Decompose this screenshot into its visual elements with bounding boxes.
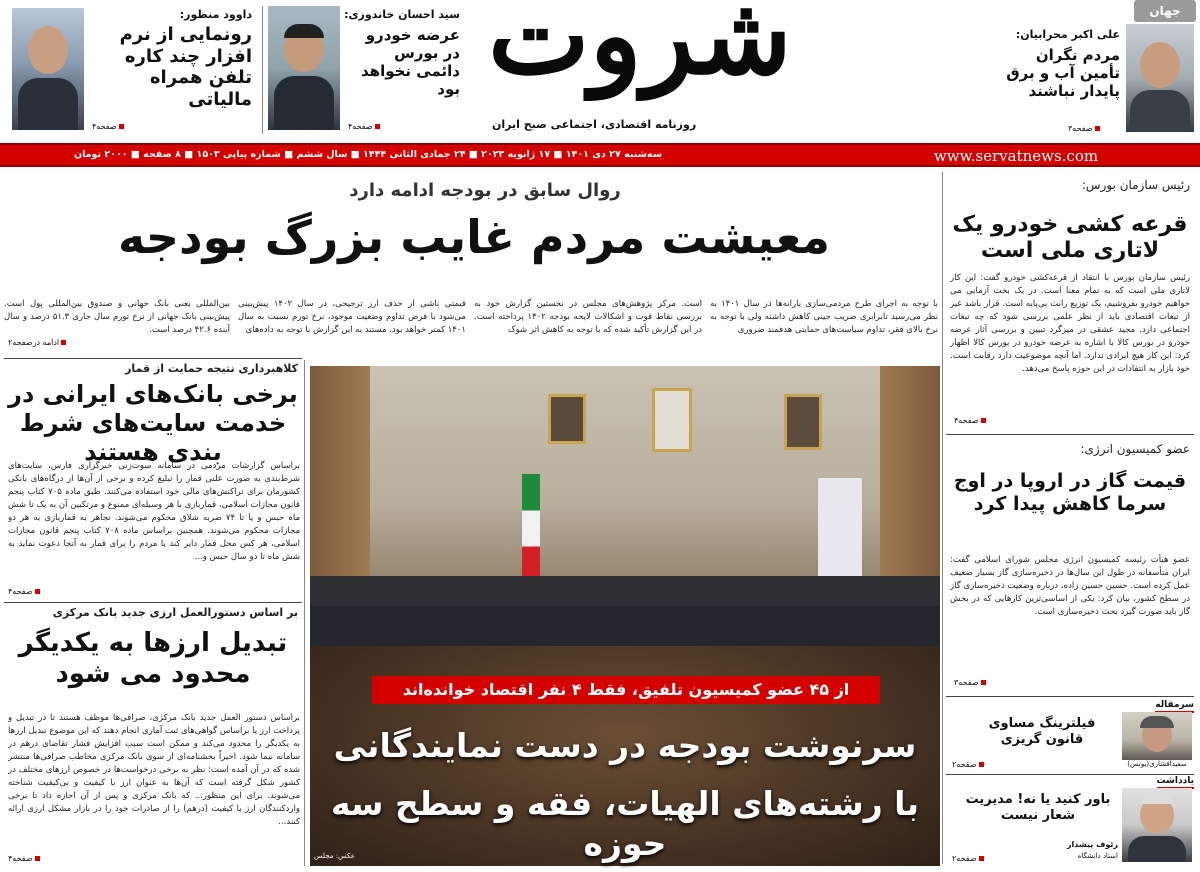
manzour-photo (12, 8, 84, 130)
top-right-page-ref[interactable]: صفحه۳ (1068, 124, 1100, 133)
top-divider-1 (262, 6, 263, 134)
note-author: رئوف پیشدار (1066, 840, 1118, 849)
right1-kicker: رئیس سازمان بورس: (1081, 178, 1190, 192)
right-story-1[interactable] (946, 176, 1194, 430)
dateline-text: سه‌شنبه ۲۷ دی ۱۴۰۱ ■ ۱۷ ژانویه ۲۰۲۳ ■ ۲۴ جمادی الثانی ۱۴۴۴ ■ سال ششم ■ شماره پیاپی ۱۵۰۳ ■ ۸ صفحه ■ ۲۰۰۰ تومان (74, 149, 663, 160)
main-col-4: بین‌المللی یعنی بانک جهانی و صندوق بین‌المللی پول است. پیش‌بینی بانک جهانی از نرخ تورم سال جاری ۵۱.۳ درصد و سال آینده ۴۲.۶ درصد است. (4, 299, 230, 335)
right1-body: رئیس سازمان بورس با انتقاد از قرعه‌کشی خودرو گفت: این کار لاتاری ملی است که به تمام معنا است. در یک بخت آزمایی می خواهیم خودرو بفروشیم، یک توزیع رانت بی‌پایه است. قرار باشد غیر از تبعات اقتصادی باید از نظر علمی بررسی شود که چه تبعات اجتماعی دارد. مجید عشقی در میزگرد تبیین و بررسی آثار عرضه خودرو در بورس کالا با اشاره به عرضه خودرو در بورس کالا اظهار کرد: این کار هیچ ایرادی ندارد. اما آنچه موضوعیت دارد رقابت است. خود بازار به انتقادات در این حوزه پاسخ می‌دهد. (950, 273, 1190, 374)
left1-headline[interactable]: برخی بانک‌های ایرانی در خدمت سایت‌های شرط بندی هستند (8, 380, 298, 466)
left1-page-ref[interactable]: صفحه۴ (8, 587, 40, 596)
top-left-page-ref[interactable]: صفحه۴ (92, 122, 124, 131)
masthead (470, 0, 940, 140)
mehrabian-photo (1126, 24, 1194, 132)
editorial-headline[interactable]: فیلترینگ مساوی قانون گریزی (988, 716, 1096, 747)
left2-body: براساس دستور العمل جدید بانک مرکزی، صرافی‌ها موظف هستند تا در تبدیل و پرداخت ارز یا براساس گواهی‌های ثبت آماری انجام دهند که این موضوع تبدیل ارزها به یکدیگر را محدود می‌کند و ممکن است سبب افزایش فشار تقاضای درهم در سامانه نیما شود. اخیراً بخشنامه‌ای از سوی بانک مرکزی مخاطب صرافی‌ها منتشر شده که در آن آمده است: نظر به برخی درخواست‌ها در خصوص ارزهای مختلف در کشور شکل گرفته است که آن‌ها به عنوان ارز با کیفیت و بی‌کیفیت شناخته می‌شوند. برای این منظور... که بانک مرکزی و پس از آن اجازه داد تا برخی واردکنندگان ارز با کیفیت (درهم) را از صادرات خود را در بازار مشکل ارزی ارائه کنند... (8, 713, 300, 827)
photo-overlay-line-2[interactable]: با رشته‌های الهیات، فقه و سطح سه حوزه (331, 784, 919, 863)
left-column-divider (304, 360, 305, 866)
masthead-logo: شروت (488, 0, 792, 99)
photo-overlay-line-1[interactable]: سرنوشت بودجه در دست نمایندگانی (333, 726, 917, 765)
right2-headline[interactable]: قیمت گاز در اروپا در اوج سرما کاهش پیدا کرد (953, 470, 1187, 515)
photo-red-banner-text: از ۴۵ عضو کمیسیون تلفیق، فقط ۴ نفر اقتصاد خوانده‌اند (402, 680, 850, 699)
editorial-label: سرمقاله (1155, 700, 1194, 713)
right-sep-2 (946, 696, 1194, 697)
top-mid-headline[interactable]: عرضه خودرو در بورس دائمی نخواهد بود (361, 26, 460, 98)
editorial-author: سعیدافشاری(یونس) (1122, 760, 1192, 768)
left2-kicker: بر اساس دستورالعمل ارزی جدید بانک مرکزی (52, 606, 298, 619)
right-story-2[interactable] (946, 440, 1194, 696)
note-story[interactable] (946, 776, 1194, 868)
top-mid-page-ref[interactable]: صفحه۴ (348, 122, 380, 131)
editorial-page-ref[interactable]: صفحه۲ (952, 760, 984, 769)
badge-jahan-text: جهان (1149, 4, 1181, 18)
left1-body: براساس گزارشات مردمی در سامانه سوت‌زنی خبرگزاری فارس، سایت‌های شرط‌بندی به صورت علنی قمار را تبلیغ کرده و برخی از آن‌ها از درگاه‌های بانکی کشورمان برای تراکنش‌های مالی خود استفاده می‌کنند. طبق ماده ۷۰۵ کتاب پنجم قانون مجازات اسلامی، قماربازی با هر وسیله‌ای ممنوع و مرتکبین آن به یک تا شش ماه حبس و یا تا ۷۴ ضربه شلاق محکوم می‌شوند. تجاهر به قماربازی به هر دو مجازات محکوم می‌شوند. همچنین براساس ماده ۷۰۸ کتاب پنجم قانون مجازات اسلامی، هر کس محل قمار دایر کند یا مردم را برای قمار به آنجا دعوت نماید به شش ماه تا دو سال حبس و... (8, 461, 300, 562)
left-story-2[interactable] (4, 606, 302, 868)
photo-credit: عکس: مجلس (314, 852, 356, 860)
right-column-divider (942, 172, 943, 864)
top-left-author: داوود منظور: (179, 8, 252, 21)
right1-page-ref[interactable]: صفحه۴ (954, 416, 986, 425)
top-left-story[interactable] (8, 6, 258, 134)
top-right-headline[interactable]: مردم نگران تأمین آب و برق پایدار نباشند (1006, 46, 1120, 100)
note-page-ref[interactable]: صفحه۲ (952, 854, 984, 863)
pishdar-photo (1122, 788, 1192, 862)
masthead-tagline: روزنامه اقتصادی، اجتماعی صبح ایران (492, 118, 697, 131)
right-sep-1 (946, 434, 1194, 435)
top-mid-story[interactable] (266, 6, 464, 134)
right-sep-3 (946, 774, 1194, 775)
main-kicker: روال سابق در بودجه ادامه دارد (349, 180, 621, 201)
badge-jahan (1134, 0, 1196, 22)
right1-headline[interactable]: قرعه کشی خودرو یک لاتاری ملی است (952, 212, 1188, 264)
note-author-title: استاد دانشگاه (1077, 852, 1118, 860)
photo-red-banner (372, 676, 880, 704)
left-story-1[interactable] (4, 362, 302, 600)
main-page-ref[interactable]: ادامه درصفحه۲ (8, 338, 66, 347)
note-label: یادداشت (1157, 776, 1194, 789)
left2-headline[interactable]: تبدیل ارزها به یکدیگر محدود می شود (18, 628, 288, 690)
date-strip (0, 143, 1200, 167)
main-headline[interactable]: معیشت مردم غایب بزرگ بودجه (117, 210, 831, 264)
note-headline[interactable]: باور کنید یا نه! مدیریت شعار نیست (965, 792, 1111, 823)
right2-kicker: عضو کمیسیون انرژی: (1080, 442, 1190, 456)
main-col-1: با توجه به اجرای طرح مردمی‌سازی یارانه‌ها در سال ۱۴۰۱ به نظر می‌رسید تابرابری ضریب جینی کاهش داشته ولی با توجه به نرخ بالای فقر، تداوم سیاست‌های حمایتی هدفمند ضروری (710, 299, 938, 335)
khandouzi-photo (268, 6, 340, 130)
editorial-story[interactable] (946, 698, 1194, 774)
top-right-story[interactable] (940, 0, 1196, 138)
top-left-headline[interactable]: رونمایی از نرم افزار چند کاره تلفن همراه مالیاتی (119, 24, 252, 110)
right2-page-ref[interactable]: صفحه۳ (954, 678, 986, 687)
left1-kicker: کلاهبرداری نتیجه حمایت از قمار (125, 362, 298, 375)
left-sep-top (4, 358, 302, 359)
website-text[interactable]: www.servatnews.com (933, 147, 1099, 165)
right2-body: عضو هیأت رئیسه کمیسیون انرژی مجلس شورای اسلامی گفت: ایران متأسفانه در طول این سال‌ها در ذخیره‌سازی گاز بسیار ضعیف عمل کرده است. حسین حسین زاده، درباره وضعیت ذخیره‌سازی گاز در سطح کشور، بیان کرد: یکی از اساسی‌ترین کارهایی که در بخش گاز باید صورت گیرد بحث ذخیره‌سازی است. (950, 555, 1190, 617)
main-col-3: قیمتی ناشی از حذف ارز ترجیحی، در سال ۱۴۰۲ پیش‌بینی می‌شود با فرض تداوم وضعیت موجود، نرخ تورم نسبت به سال ۱۴۰۱ کمتر خواهد بود. مستند به این گزارش با توجه به داده‌های (238, 299, 466, 335)
left2-page-ref[interactable]: صفحه۴ (8, 854, 40, 863)
top-mid-author: سید احسان خاندوزی: (344, 8, 460, 21)
left-sep-1 (4, 602, 302, 603)
top-right-author: علی اکبر محرابیان: (1015, 28, 1120, 41)
main-col-2: است. مرکز پژوهش‌های مجلس در نخستین گزارش خود به بررسی نقاط قوت و اشکالات لایحه بودجه ۱۴۰۲ پرداخته است. در این گزارش تأکید شده که با توجه به کاهش اثر شوک (474, 299, 702, 335)
